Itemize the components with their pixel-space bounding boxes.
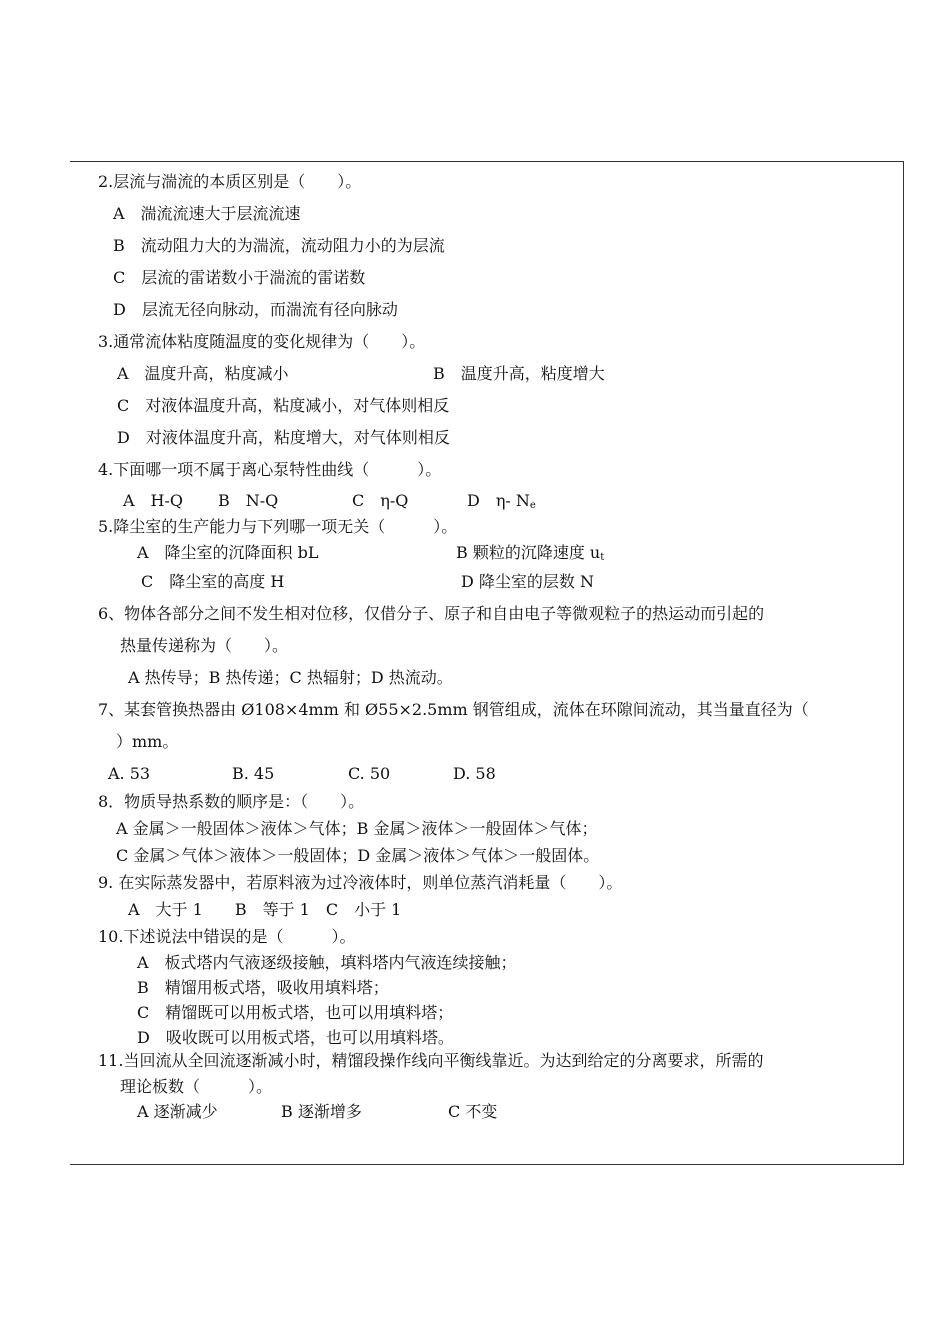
- q10-option-d: D 吸收既可以用板式塔，也可以用填料塔。: [137, 1028, 454, 1047]
- q2-option-c: C 层流的雷诺数小于湍流的雷诺数: [113, 268, 366, 287]
- q3-option-c: C 对液体温度升高，粘度减小，对气体则相反: [117, 396, 450, 415]
- q10-stem: 10.下述说法中错误的是（ ）。: [98, 927, 356, 946]
- q3-option-d: D 对液体温度升高，粘度增大，对气体则相反: [117, 428, 450, 447]
- q7-option-a: A. 53: [108, 764, 151, 783]
- q6-stem-line2: 热量传递称为（ ）。: [120, 636, 289, 655]
- q4-option-c: C η-Q: [352, 491, 409, 510]
- q4-option-a: A H-Q: [123, 491, 184, 510]
- q5-option-b: B 颗粒的沉降速度 $u_t$: [456, 543, 605, 563]
- q4-option-d: D η- $N_e$: [467, 491, 536, 511]
- q2-option-a: A 湍流流速大于层流流速: [113, 204, 301, 223]
- q9-options: A 大于 1 B 等于 1 C 小于 1: [128, 900, 402, 919]
- q10-option-a: A 板式塔内气液逐级接触，填料塔内气液连续接触；: [137, 953, 517, 972]
- q8-stem: 8．物质导热系数的顺序是：（ ）。: [98, 792, 365, 811]
- q7-option-c: C. 50: [348, 764, 391, 783]
- q11-option-c: C 不变: [448, 1102, 498, 1121]
- q5-option-a: A 降尘室的沉降面积 bL: [137, 543, 319, 562]
- q6-options: A 热传导；B 热传递；C 热辐射；D 热流动。: [128, 668, 453, 687]
- q4-option-b: B N-Q: [218, 491, 279, 510]
- q7-option-d: D. 58: [453, 764, 496, 783]
- q3-option-b: B 温度升高，粘度增大: [433, 364, 605, 383]
- q11-stem-line2: 理论板数（ ）。: [120, 1077, 273, 1096]
- q2-option-b: B 流动阻力大的为湍流，流动阻力小的为层流: [113, 236, 445, 255]
- q5-option-c: C 降尘室的高度 H: [141, 572, 285, 591]
- q11-option-b: B 逐渐增多: [281, 1102, 362, 1121]
- q10-option-b: B 精馏用板式塔，吸收用填料塔；: [137, 978, 389, 997]
- q11-option-a: A 逐渐减少: [137, 1102, 218, 1121]
- q3-stem: 3.通常流体粘度随温度的变化规律为（ ）。: [98, 332, 426, 351]
- q11-stem-line1: 11.当回流从全回流逐渐减小时，精馏段操作线向平衡线靠近。为达到给定的分离要求，所需的: [98, 1051, 764, 1070]
- q2-stem: 2.层流与湍流的本质区别是（ ）。: [98, 172, 362, 191]
- q5-stem: 5.降尘室的生产能力与下列哪一项无关（ ）。: [98, 517, 458, 536]
- q5-option-d: D 降尘室的层数 N: [461, 572, 595, 591]
- q7-stem-line2: ）mm。: [116, 732, 179, 751]
- q4-stem: 4.下面哪一项不属于离心泵特性曲线（ ）。: [98, 460, 442, 479]
- q8-options-cd: C 金属＞气体＞液体＞一般固体；D 金属＞液体＞气体＞一般固体。: [116, 846, 600, 865]
- q3-option-a: A 温度升高，粘度减小: [117, 364, 289, 383]
- q7-option-b: B. 45: [232, 764, 275, 783]
- q9-stem: 9. 在实际蒸发器中，若原料液为过冷液体时，则单位蒸汽消耗量（ ）。: [98, 873, 623, 892]
- q8-options-ab: A 金属＞一般固体＞液体＞气体；B 金属＞液体＞一般固体＞气体；: [116, 819, 598, 838]
- q10-option-c: C 精馏既可以用板式塔，也可以用填料塔；: [137, 1003, 454, 1022]
- q7-stem-line1: 7、某套管换热器由 Ø108×4mm 和 Ø55×2.5mm 钢管组成，流体在环隙间流动，其当量直径为（: [98, 700, 809, 719]
- q6-stem-line1: 6、物体各部分之间不发生相对位移，仅借分子、原子和自由电子等微观粒子的热运动而引起的: [98, 604, 765, 623]
- q2-option-d: D 层流无径向脉动，而湍流有径向脉动: [113, 300, 398, 319]
